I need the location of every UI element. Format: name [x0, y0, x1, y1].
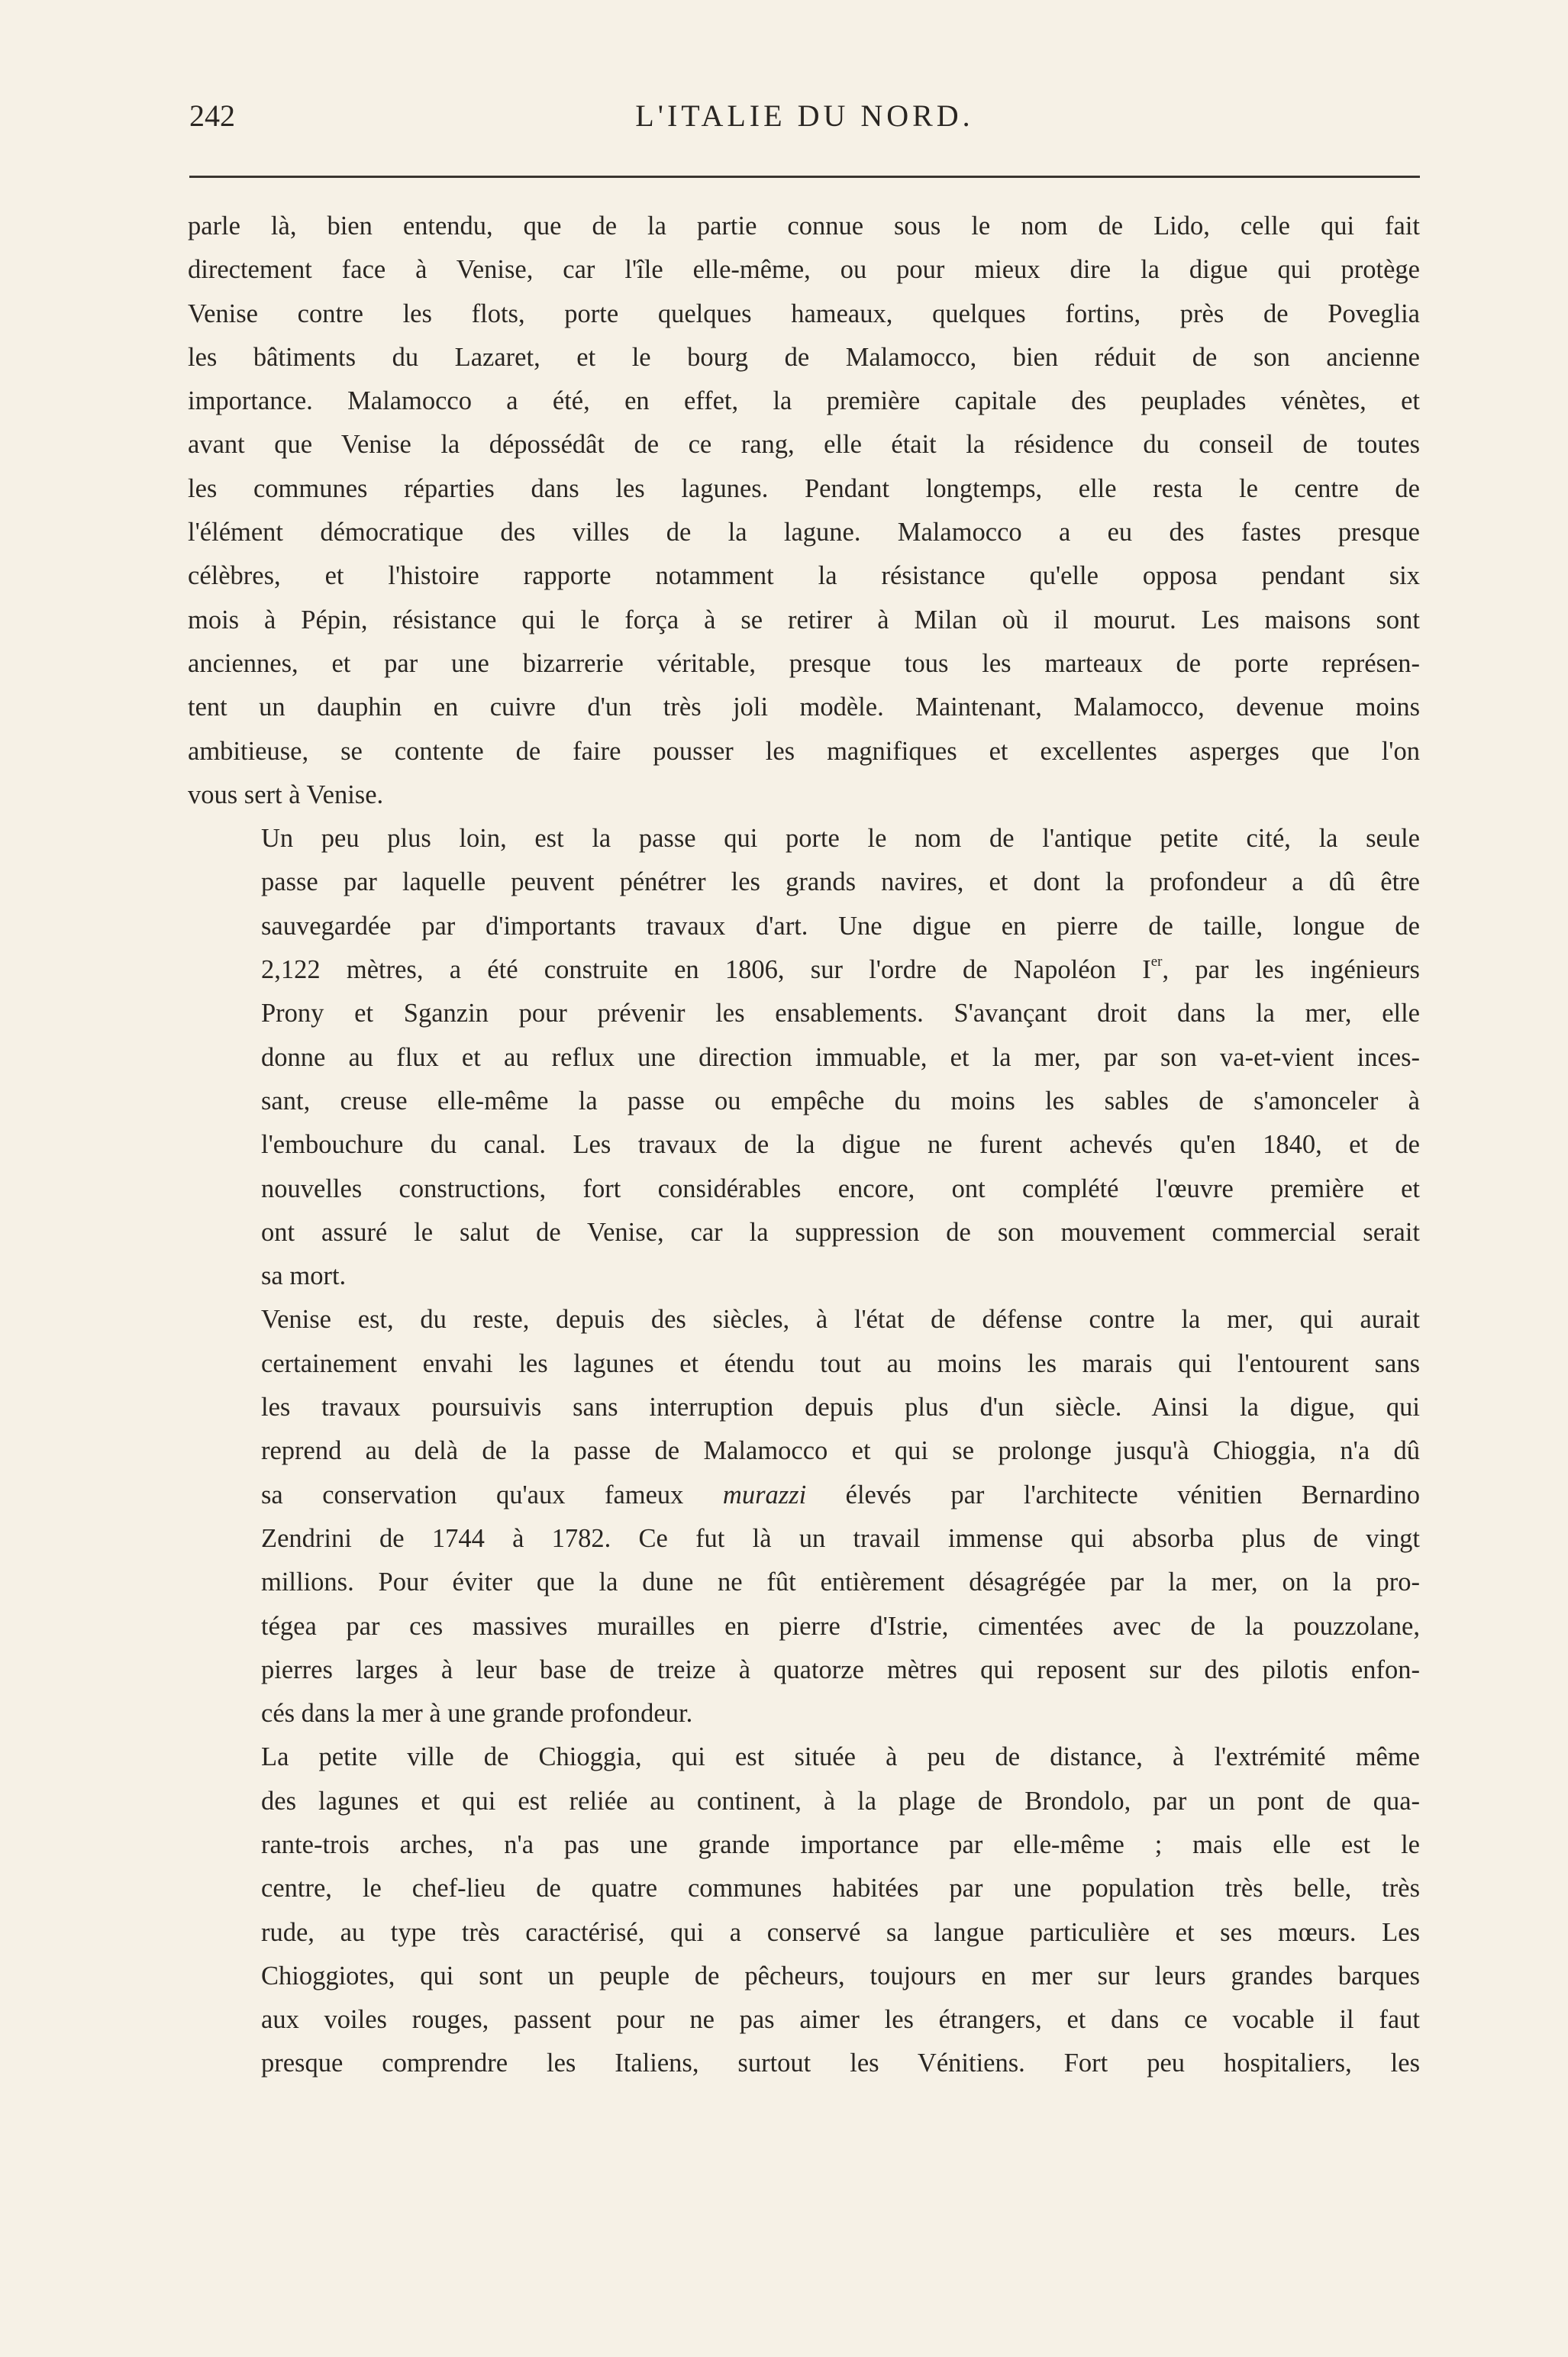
text-line: nouvelles constructions, fort considérables encore, ont complété l'œuvre première et — [261, 1174, 1420, 1203]
text-line: l'élément démocratique des villes de la lagune. Malamocco a eu des fastes presque — [188, 518, 1420, 547]
text-line: presque comprendre les Italiens, surtout les Vénitiens. Fort peu hospitaliers, les — [261, 2049, 1420, 2078]
italic-word: murazzi — [722, 1480, 807, 1509]
text-line-start: 2,122 mètres, a été construite en 1806, sur l'ordre de Napoléon I — [261, 955, 1151, 985]
text-line-with-italic — [188, 1474, 1420, 1517]
body-text — [188, 205, 1420, 2086]
text-line: des lagunes et qui est reliée au continent, à la plage de Brondolo, par un pont de qua- — [261, 1786, 1420, 1816]
text-line: pierres larges à leur base de treize à quatorze mètres qui reposent sur des pilotis enfon- — [261, 1655, 1420, 1684]
text-line: millions. Pour éviter que la dune ne fût entièrement désagrégée par la mer, on la pro- — [261, 1568, 1420, 1597]
paragraph-murazzi — [188, 1298, 1420, 1735]
text-line: Venise est, du reste, depuis des siècles, à l'état de défense contre la mer, qui aurait — [261, 1305, 1420, 1335]
text-line: Venise contre les flots, porte quelques hameaux, quelques fortins, près de Poveglia — [188, 299, 1420, 328]
superscript: er — [1150, 953, 1163, 970]
text-line: sauvegardée par d'importants travaux d'art. Une digue en pierre de taille, longue de — [261, 911, 1420, 941]
text-line: passe par laquelle peuvent pénétrer les grands navires, et dont la profondeur a dû être — [261, 867, 1420, 897]
text-line: centre, le chef-lieu de quatre communes habitées par une population très belle, très — [261, 1874, 1420, 1903]
text-line: les communes réparties dans les lagunes. Pendant longtemps, elle resta le centre de — [188, 473, 1420, 503]
text-line: Un peu plus loin, est la passe qui porte le nom de l'antique petite cité, la seule — [261, 824, 1420, 854]
text-line: La petite ville de Chioggia, qui est située à peu de distance, à l'extrémité même — [261, 1742, 1420, 1772]
text-line: donne au flux et au reflux une direction immuable, et la mer, par son va-et-vient inces- — [261, 1042, 1420, 1072]
text-line: ont assuré le salut de Venise, car la suppression de son mouvement commercial serait — [261, 1217, 1420, 1247]
text-line-start: sa conservation qu'aux fameux — [261, 1480, 684, 1509]
text-line: importance. Malamocco a été, en effet, la première capitale des peuplades vénètes, et — [188, 386, 1420, 416]
text-line: certainement envahi les lagunes et étendu tout au moins les marais qui l'entourent sans — [261, 1348, 1420, 1378]
text-line: Chioggiotes, qui sont un peuple de pêcheurs, toujours en mer sur leurs grandes barques — [261, 1961, 1420, 1991]
running-title: L'ITALIE DU NORD. — [635, 98, 974, 133]
text-line-with-superscript — [188, 948, 1420, 992]
page-number: 242 — [189, 98, 235, 133]
page-header — [189, 98, 1420, 144]
header-rule — [189, 176, 1420, 178]
text-line: les bâtiments du Lazaret, et le bourg de Malamocco, bien réduit de son ancienne — [188, 342, 1420, 372]
text-line: mois à Pépin, résistance qui le força à se retirer à Milan où il mourut. Les maisons sont — [188, 605, 1420, 634]
text-line: Prony et Sganzin pour prévenir les ensablements. S'avançant droit dans la mer, elle — [261, 999, 1420, 1028]
text-line-end: , par les ingénieurs — [1162, 955, 1420, 985]
paragraph-lido — [188, 205, 1420, 817]
text-line: cés dans la mer à une grande profondeur. — [261, 1699, 693, 1729]
text-line: célèbres, et l'histoire rapporte notamment la résistance qu'elle opposa pendant six — [188, 561, 1420, 591]
text-line: aux voiles rouges, passent pour ne pas aimer les étrangers, et dans ce vocable il faut — [261, 2005, 1420, 2035]
text-line: rude, au type très caractérisé, qui a conservé sa langue particulière et ses mœurs. Les — [261, 1917, 1420, 1947]
text-line: sant, creuse elle-même la passe ou empêche du moins les sables de s'amonceler à — [261, 1086, 1420, 1116]
text-line: rante-trois arches, n'a pas une grande importance par elle-même ; mais elle est le — [261, 1829, 1420, 1859]
text-line: sa mort. — [261, 1261, 347, 1291]
text-line: directement face à Venise, car l'île elle-même, ou pour mieux dire la digue qui protège — [188, 255, 1420, 285]
text-line-end: élevés par l'architecte vénitien Bernardino — [806, 1480, 1420, 1509]
text-line: tégea par ces massives murailles en pierre d'Istrie, cimentées avec de la pouzzolane, — [261, 1611, 1420, 1641]
text-line: ambitieuse, se contente de faire pousser les magnifiques et excellentes asperges que l'on — [188, 736, 1420, 766]
text-line: l'embouchure du canal. Les travaux de la digue ne furent achevés qu'en 1840, et de — [261, 1130, 1420, 1160]
text-line: Zendrini de 1744 à 1782. Ce fut là un travail immense qui absorba plus de vingt — [261, 1523, 1420, 1553]
text-line: parle là, bien entendu, que de la partie connue sous le nom de Lido, celle qui fait — [188, 211, 1420, 241]
text-line: tent un dauphin en cuivre d'un très joli modèle. Maintenant, Malamocco, devenue moins — [188, 693, 1420, 722]
paragraph-chioggia — [188, 1735, 1420, 2085]
text-line: les travaux poursuivis sans interruption depuis plus d'un siècle. Ainsi la digue, qui — [261, 1393, 1420, 1422]
paragraph-passe — [188, 817, 1420, 1298]
text-line: anciennes, et par une bizarrerie véritable, presque tous les marteaux de porte représen- — [188, 648, 1420, 678]
text-line: reprend au delà de la passe de Malamocco et qui se prolonge jusqu'à Chioggia, n'a dû — [261, 1436, 1420, 1466]
text-line: vous sert à Venise. — [188, 780, 384, 809]
text-line: avant que Venise la dépossédât de ce rang, elle était la résidence du conseil de toutes — [188, 430, 1420, 460]
